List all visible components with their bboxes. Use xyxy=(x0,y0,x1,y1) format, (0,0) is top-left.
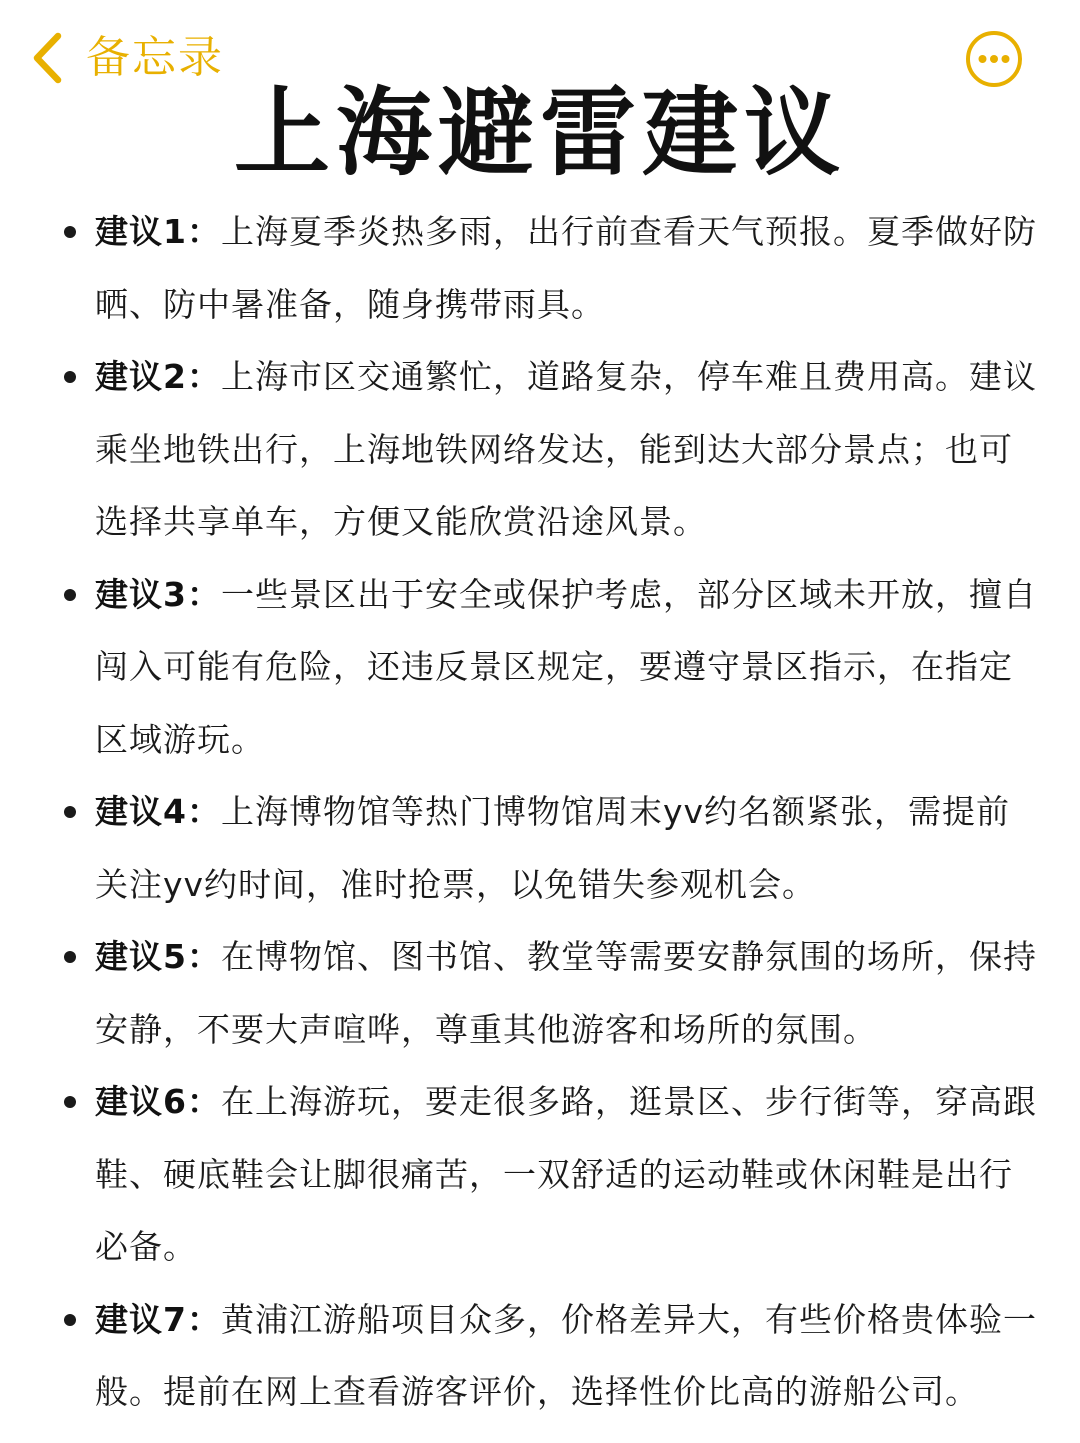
bullet xyxy=(64,589,76,601)
advice-item-2 xyxy=(0,341,1080,559)
advice-label: 建议7： xyxy=(95,1299,221,1339)
advice-list xyxy=(0,196,1080,1429)
bullet xyxy=(64,806,76,818)
advice-text: 黄浦江游船项目众多，价格差异大，有些价格贵体验一般。提前在网上查看游客评价，选择性价比高的游船公司。 xyxy=(95,1299,1037,1411)
advice-item-1 xyxy=(0,196,1080,341)
back-label: 备忘录 xyxy=(86,32,224,83)
advice-label: 建议1： xyxy=(95,212,221,251)
bullet xyxy=(64,1096,76,1108)
page-title: 上海避雷建议 xyxy=(234,77,846,189)
bullet xyxy=(64,1314,76,1326)
advice-text: 上海博物馆等热门博物馆周末yv约名额紧张，需提前关注yv约时间，准时抢票，以免错失参观机会。 xyxy=(95,792,1011,904)
advice-item-7 xyxy=(0,1284,1080,1429)
advice-label: 建议6： xyxy=(95,1082,221,1121)
advice-label: 建议2： xyxy=(95,357,221,396)
advice-label: 建议5： xyxy=(95,937,221,976)
advice-label: 建议4： xyxy=(95,792,221,831)
advice-item-4 xyxy=(0,776,1080,921)
advice-text: 上海市区交通繁忙，道路复杂，停车难且费用高。建议乘坐地铁出行，上海地铁网络发达，能到达大部分景点；也可选择共享单车，方便又能欣赏沿途风景。 xyxy=(95,357,1037,541)
bullet xyxy=(64,226,76,238)
advice-text: 在上海游玩，要走很多路，逛景区、步行街等，穿高跟鞋、硬底鞋会让脚很痛苦，一双舒适的运动鞋或休闲鞋是出行必备。 xyxy=(95,1082,1037,1266)
advice-item-6 xyxy=(0,1066,1080,1284)
advice-text: 一些景区出于安全或保护考虑，部分区域未开放，擅自闯入可能有危险，还违反景区规定，要遵守景区指示，在指定区域游玩。 xyxy=(95,574,1037,759)
advice-label: 建议3： xyxy=(95,574,221,614)
bullet xyxy=(64,951,76,963)
advice-item-5 xyxy=(0,921,1080,1066)
advice-item-3 xyxy=(0,559,1080,777)
bullet xyxy=(64,371,76,383)
chevron-left-icon xyxy=(30,32,64,84)
advice-text: 上海夏季炎热多雨，出行前查看天气预报。夏季做好防晒、防中暑准备，随身携带雨具。 xyxy=(95,212,1037,324)
advice-text: 在博物馆、图书馆、教堂等需要安静氛围的场所，保持安静，不要大声喧哗，尊重其他游客和场所的氛围。 xyxy=(95,937,1037,1049)
